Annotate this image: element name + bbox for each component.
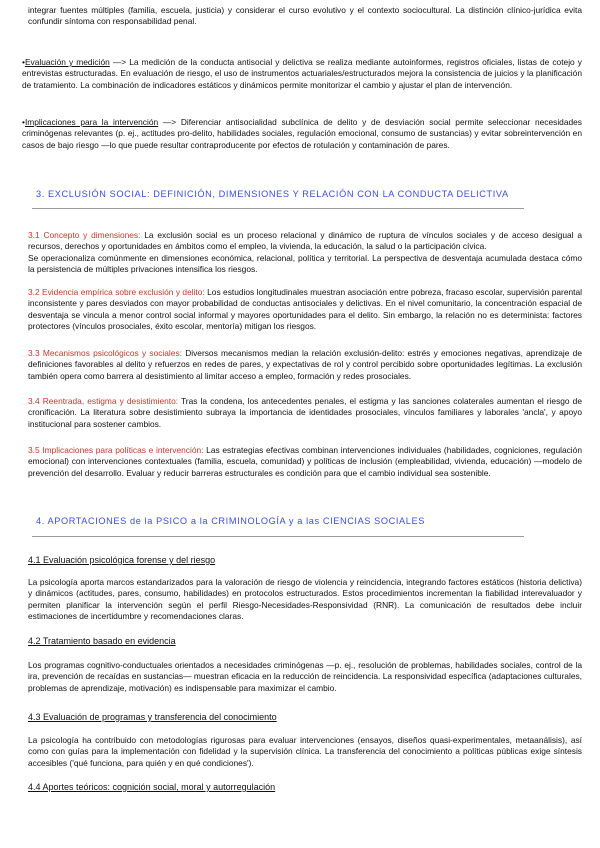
item-text: La exclusión social es un proceso relacional y dinámico de ruptura de vínculos sociales y de acceso desigual a recursos, derechos y oportunidades en ámbitos como el empleo, la vivienda, la educación, la salud o la participación cívica. <box>28 230 582 252</box>
subsection-4-3-title: 4.3 Evaluación de programas y transferencia del conocimiento <box>28 712 277 722</box>
subsection-4-4-title: 4.4 Aportes teóricos: cognición social, moral y autorregulación <box>28 782 276 792</box>
item-text: Diversos mecanismos median la relación exclusión-delito: estrés y emociones negativas, aprendizaje de definiciones favorables al delito y refuerzos en redes de pares, y expectativas de rol y control percibido sobre oportunidades legítimas. La exclusión también opera como barrera al desistimiento al limitar acceso a empleo, formación y redes prosociales. <box>28 348 582 381</box>
bullet-title: Implicaciones para la intervención <box>24 117 159 127</box>
bullet-title: Evaluación y medición <box>24 57 110 67</box>
bullet-text: —> La medición de la conducta antisocial y delictiva se realiza mediante autoinformes, registros oficiales, listas de cotejo y entrevistas estructuradas. En evaluación de riesgo, el uso de instrumentos actuariales/estructurados mejora la consistencia de juicios y la planificación de tratamiento. La combinación de indicadores estáticos y dinámicos permite monitorizar el cambio y ajustar el plan de intervención. <box>22 57 582 90</box>
subsection-4-1-text: La psicología aporta marcos estandarizados para la valoración de riesgo de violencia y reincidencia, integrando factores estáticos (historia delictiva) y dinámicos (actitudes, pares, consumo, habilidades) en protocolos estructurados. Estos procedimientos incrementan la fiabilidad interevaluador y permiten planificar la intervención según el perfil Riesgo-Necesidades-Responsividad (RNR). La comunicación de resultados debe incluir estimaciones de incertidumbre y recomendaciones claras. <box>28 577 582 621</box>
item-3-4 <box>28 396 582 430</box>
subsection-4-3-text: La psicología ha contribuido con metodologías rigurosas para evaluar intervenciones (ensayos, diseños quasi-experimentales, metaanálisis), así como con guías para la implementación con fidelidad y la supervisión clínica. La transferencia del conocimiento a políticas públicas exige síntesis accesibles ('qué funciona, para quién y en qué condiciones'). <box>28 735 582 768</box>
section-4-heading: 4. APORTACIONES de la PSICO a la CRIMINOLOGÍA y a las CIENCIAS SOCIALES <box>36 516 425 526</box>
subsection-4-2-text: Los programas cognitivo-conductuales orientados a necesidades criminógenas —p. ej., resolución de problemas, habilidades sociales, control de la ira, prevención de recaídas en sustancias— muestran eficacia en la reducción de reincidencia. La responsividad específica (adaptaciones culturales, problemas de aprendizaje, motivación) es indispensable para maximizar el cambio. <box>28 660 582 693</box>
item-3-5 <box>28 445 582 479</box>
item-extra: Se operacionaliza comúnmente en dimensiones económica, relacional, política y territorial. La perspectiva de desventaja acumulada destaca cómo la persistencia de múltiples privaciones intensifica los riesgos. <box>28 252 582 274</box>
bullet-marker: • <box>22 57 25 67</box>
bullet-text: —> Diferenciar antisocialidad subclínica de delito y de desviación social permite seleccionar necesidades criminógenas relevantes (p. ej., actitudes pro-delito, habilidades sociales, regulación emocional, consumo de sustancias) y evitar sobreintervención en casos de bajo riesgo —lo que puede resultar contraproducente por efectos de rotulación y contaminación de pares. <box>22 117 582 150</box>
bullet-marker: • <box>22 117 25 127</box>
bullet-implicaciones <box>22 117 582 151</box>
item-3-3 <box>28 348 582 382</box>
intro-paragraph: integrar fuentes múltiples (familia, escuela, justicia) y considerar el curso evolutivo y el contexto sociocultural. La distinción clínico-jurídica evita confundir síntoma con responsabilidad penal. <box>28 5 582 27</box>
section-3-heading: 3. EXCLUSIÓN SOCIAL: DEFINICIÓN, DIMENSIONES Y RELACIÓN CON LA CONDUCTA DELICTIVA <box>36 189 509 199</box>
subsection-4-2-title: 4.2 Tratamiento basado en evidencia <box>28 636 176 646</box>
item-title: 3.5 Implicaciones para políticas e intervención: <box>28 445 204 455</box>
item-title: 3.3 Mecanismos psicológicos y sociales: <box>28 348 182 358</box>
item-3-1 <box>28 230 582 275</box>
item-title: 3.2 Evidencia empírica sobre exclusión y delito: <box>28 287 205 297</box>
section-3-divider <box>32 208 524 209</box>
section-4-divider <box>32 536 524 537</box>
subsection-4-1-title: 4.1 Evaluación psicológica forense y del riesgo <box>28 555 216 565</box>
bullet-evaluacion <box>22 57 582 91</box>
item-title: 3.1 Concepto y dimensiones: <box>28 230 141 240</box>
item-title: 3.4 Reentrada, estigma y desistimiento: <box>28 396 179 406</box>
item-text: Tras la condena, los antecedentes penales, el estigma y las sanciones colaterales aumentan el riesgo de cronificación. La literatura sobre desistimiento subraya la importancia de identidades prosociales, vínculos familiares y laborales 'ancla', y apoyo institucional para sostener cambios. <box>28 396 582 429</box>
item-text: Los estudios longitudinales muestran asociación entre pobreza, fracaso escolar, supervisión parental inconsistente y pares desviados con mayor probabilidad de conductas antisociales y delictivas. En el nivel comunitario, la concentración espacial de desventaja se vincula a menor control social informal y mayores oportunidades para el delito. Sin embargo, la relación no es determinista: factores protectores (vínculos prosociales, éxito escolar, mentoría) mitigan los riesgos. <box>28 287 582 331</box>
item-3-2 <box>28 287 582 332</box>
item-text: Las estrategias efectivas combinan intervenciones individuales (habilidades, cogniciones, regulación emocional) con intervenciones contextuales (familia, escuela, comunidad) y políticas de inclusión (empleabilidad, vivienda, educación) —modelo de prevención del desarrollo. Evaluar y reducir barreras estructurales es condición para que el cambio individual sea sostenible. <box>28 445 582 478</box>
